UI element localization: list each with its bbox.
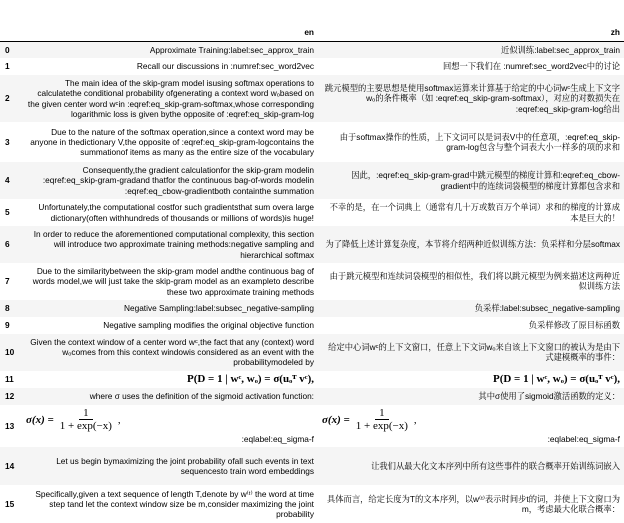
header-en[interactable]: en [22, 20, 318, 41]
formula-lhs: σ(x) = [26, 413, 54, 426]
formula-numerator: 1 [375, 408, 389, 420]
cell-zh: 因此，:eqref:eq_skip-gram-grad中跳元模型的梯度计算和:eqref:eq_cbow-gradient中的连续词袋模型的梯度计算都包含求和 [351, 170, 620, 191]
cell-zh: 其中σ使用了sigmoid激活函数的定义： [478, 391, 620, 402]
cell-zh: 由于跳元模型和连续词袋模型的相似性，我们将以跳元模型为例来描述这两种近似训练方法 [329, 271, 620, 292]
formula-fraction [56, 408, 116, 432]
row-index: 9 [5, 320, 10, 331]
equation-label: :eqlabel:eq_sigma-f [241, 433, 314, 444]
table-row [0, 41, 624, 58]
table-row [0, 199, 624, 226]
cell-en-sigmoid [22, 405, 318, 447]
row-index: 7 [5, 276, 10, 287]
cell-zh-sigmoid [318, 405, 624, 447]
cell-en: Given the context window of a center word wᶜ,the fact that any (context) word wₒcomes from this context windowis considered as an event with the probabilitymodeled by [30, 336, 314, 368]
row-index: 13 [5, 420, 15, 431]
row-index: 3 [5, 137, 10, 148]
cell-zh: 近似训练:label:sec_approx_train [501, 44, 620, 55]
table-row [0, 371, 624, 388]
formula-denominator: 1 + exp(−x) [355, 419, 408, 432]
cell-en: Negative sampling modifies the original objective function [103, 320, 314, 331]
table-row [0, 58, 624, 75]
formula-lhs: σ(x) = [322, 413, 350, 426]
table-row [0, 447, 624, 485]
row-index: 4 [5, 175, 10, 186]
table-row [0, 122, 624, 162]
sigmoid-formula [26, 408, 314, 432]
row-index: 11 [5, 374, 14, 385]
cell-zh: 由于softmax操作的性质，上下文词可以是词表V中的任意项，:eqref:eq_skip-gram-log包含与整个词表大小一样多的项的求和 [339, 131, 620, 153]
cell-zh: 为了降低上述计算复杂度，本节将介绍两种近似训练方法：负采样和分层softmax [325, 239, 620, 250]
table-row [0, 405, 624, 447]
formula-denominator: 1 + exp(−x) [59, 419, 112, 432]
cell-zh: 给定中心词wᶜ的上下文窗口，任意上下文词wₒ来自该上下文窗口的被认为是由下式建模概率的事件： [328, 342, 620, 363]
cell-zh: 负采样:label:subsec_negative-sampling [474, 303, 620, 314]
header-zh[interactable]: zh [318, 20, 624, 41]
table-header-row [0, 20, 624, 41]
row-index: 12 [5, 391, 15, 402]
translation-table [0, 20, 624, 523]
cell-en: Consequently,the gradient calculationfor the skip-gram modelin :eqref:eq_skip-gram-gradand thatfor the continuous bag-of-words modelin :eqref:eq_cbow-gradientboth containthe summation [42, 165, 314, 196]
cell-en: Recall our discussions in :numref:sec_word2vec [136, 61, 314, 72]
table-row [0, 226, 624, 263]
row-index: 6 [5, 239, 10, 250]
cell-zh-formula: P(D = 1 | wᶜ, wₒ) = σ(uₒᵀ vᶜ), [492, 373, 620, 386]
cell-zh: 回想一下我们在 :numref:sec_word2vec中的讨论 [442, 61, 620, 72]
table-row [0, 334, 624, 371]
cell-en: In order to reduce the aforementioned computational complexity, this section will introduce two approximate training methods:negative sampling and hierarchical softmax [33, 229, 314, 260]
table-row [0, 485, 624, 523]
header-index [0, 20, 22, 41]
table-row [0, 75, 624, 122]
row-index: 1 [5, 61, 10, 72]
formula-tail: , [413, 413, 417, 426]
formula-numerator: 1 [79, 408, 93, 420]
cell-zh: 跳元模型的主要思想是使用softmax运算来计算基于给定的中心词wᶜ生成上下文字wₒ的条件概率（如 :eqref:eq_skip-gram-softmax），对应的对数损失在 :eqref:eq_skip-gram-log给出 [324, 83, 620, 114]
row-index: 2 [5, 93, 10, 104]
cell-en: Due to the nature of the softmax operation,since a context word may be anyone in thedictionary V,the opposite of :eqref:eq_skip-gram-logcontains the summationof items as many as the entire size of the vocabulary [30, 126, 314, 158]
cell-en: Due to the similaritybetween the skip-gram model andthe continuous bag of words model,we will just take the skip-gram model as an exampleto describe these two approximate training methods [32, 265, 314, 297]
cell-en: Unfortunately,the computational costfor such gradientsthat sum overa large dictionary(often withhundreds of thousands or millions of words)is huge! [38, 202, 314, 223]
cell-en: The main idea of the skip-gram model isusing softmax operations to calculatethe conditional probability ofgenerating a context word wₒbased on the given center word wᶜin :eqref:eq_skip-gram-softmax,whose corresponding logarithmic loss is given bythe opposite of :eqref:eq_skip-gram-log [27, 78, 314, 119]
cell-en: Let us begin bymaximizing the joint probability ofall such events in text sequencesto train word embeddings [56, 455, 314, 477]
cell-zh: 负采样修改了原目标函数 [528, 320, 620, 331]
cell-en: Specifically,given a text sequence of length T,denote by w⁽ᵗ⁾ the word at time step tand let the context window size be m,consider maximizing the joint probability [35, 488, 314, 520]
formula-tail: , [117, 413, 121, 426]
row-index: 8 [5, 303, 10, 314]
row-index: 5 [5, 207, 10, 218]
row-index: 10 [5, 347, 15, 358]
table-row [0, 162, 624, 199]
cell-en: Negative Sampling:label:subsec_negative-sampling [123, 303, 314, 314]
cell-en: Approximate Training:label:sec_approx_train [149, 44, 314, 55]
cell-en: where σ uses the definition of the sigmoid activation function: [89, 391, 314, 402]
cell-en-formula: P(D = 1 | wᶜ, wₒ) = σ(uₒᵀ vᶜ), [186, 373, 314, 386]
row-index: 0 [5, 44, 10, 55]
table-row [0, 388, 624, 405]
cell-zh: 不幸的是，在一个词典上（通常有几十万或数百万个单词）求和的梯度的计算成本是巨大的！ [329, 202, 620, 223]
row-index: 14 [5, 460, 15, 471]
formula-fraction [352, 408, 412, 432]
sigmoid-formula [322, 408, 620, 432]
table-row [0, 263, 624, 300]
cell-zh: 让我们从最大化文本序列中所有这些事件的联合概率开始训练词嵌入 [371, 460, 620, 471]
row-index: 15 [5, 498, 15, 509]
table-row [0, 317, 624, 334]
cell-zh: 具体而言，给定长度为T的文本序列，以w⁽ᵗ⁾表示时间步t的词，并使上下文窗口为m，考虑最大化联合概率： [326, 493, 620, 515]
equation-label: :eqlabel:eq_sigma-f [547, 433, 620, 444]
table-row [0, 300, 624, 317]
